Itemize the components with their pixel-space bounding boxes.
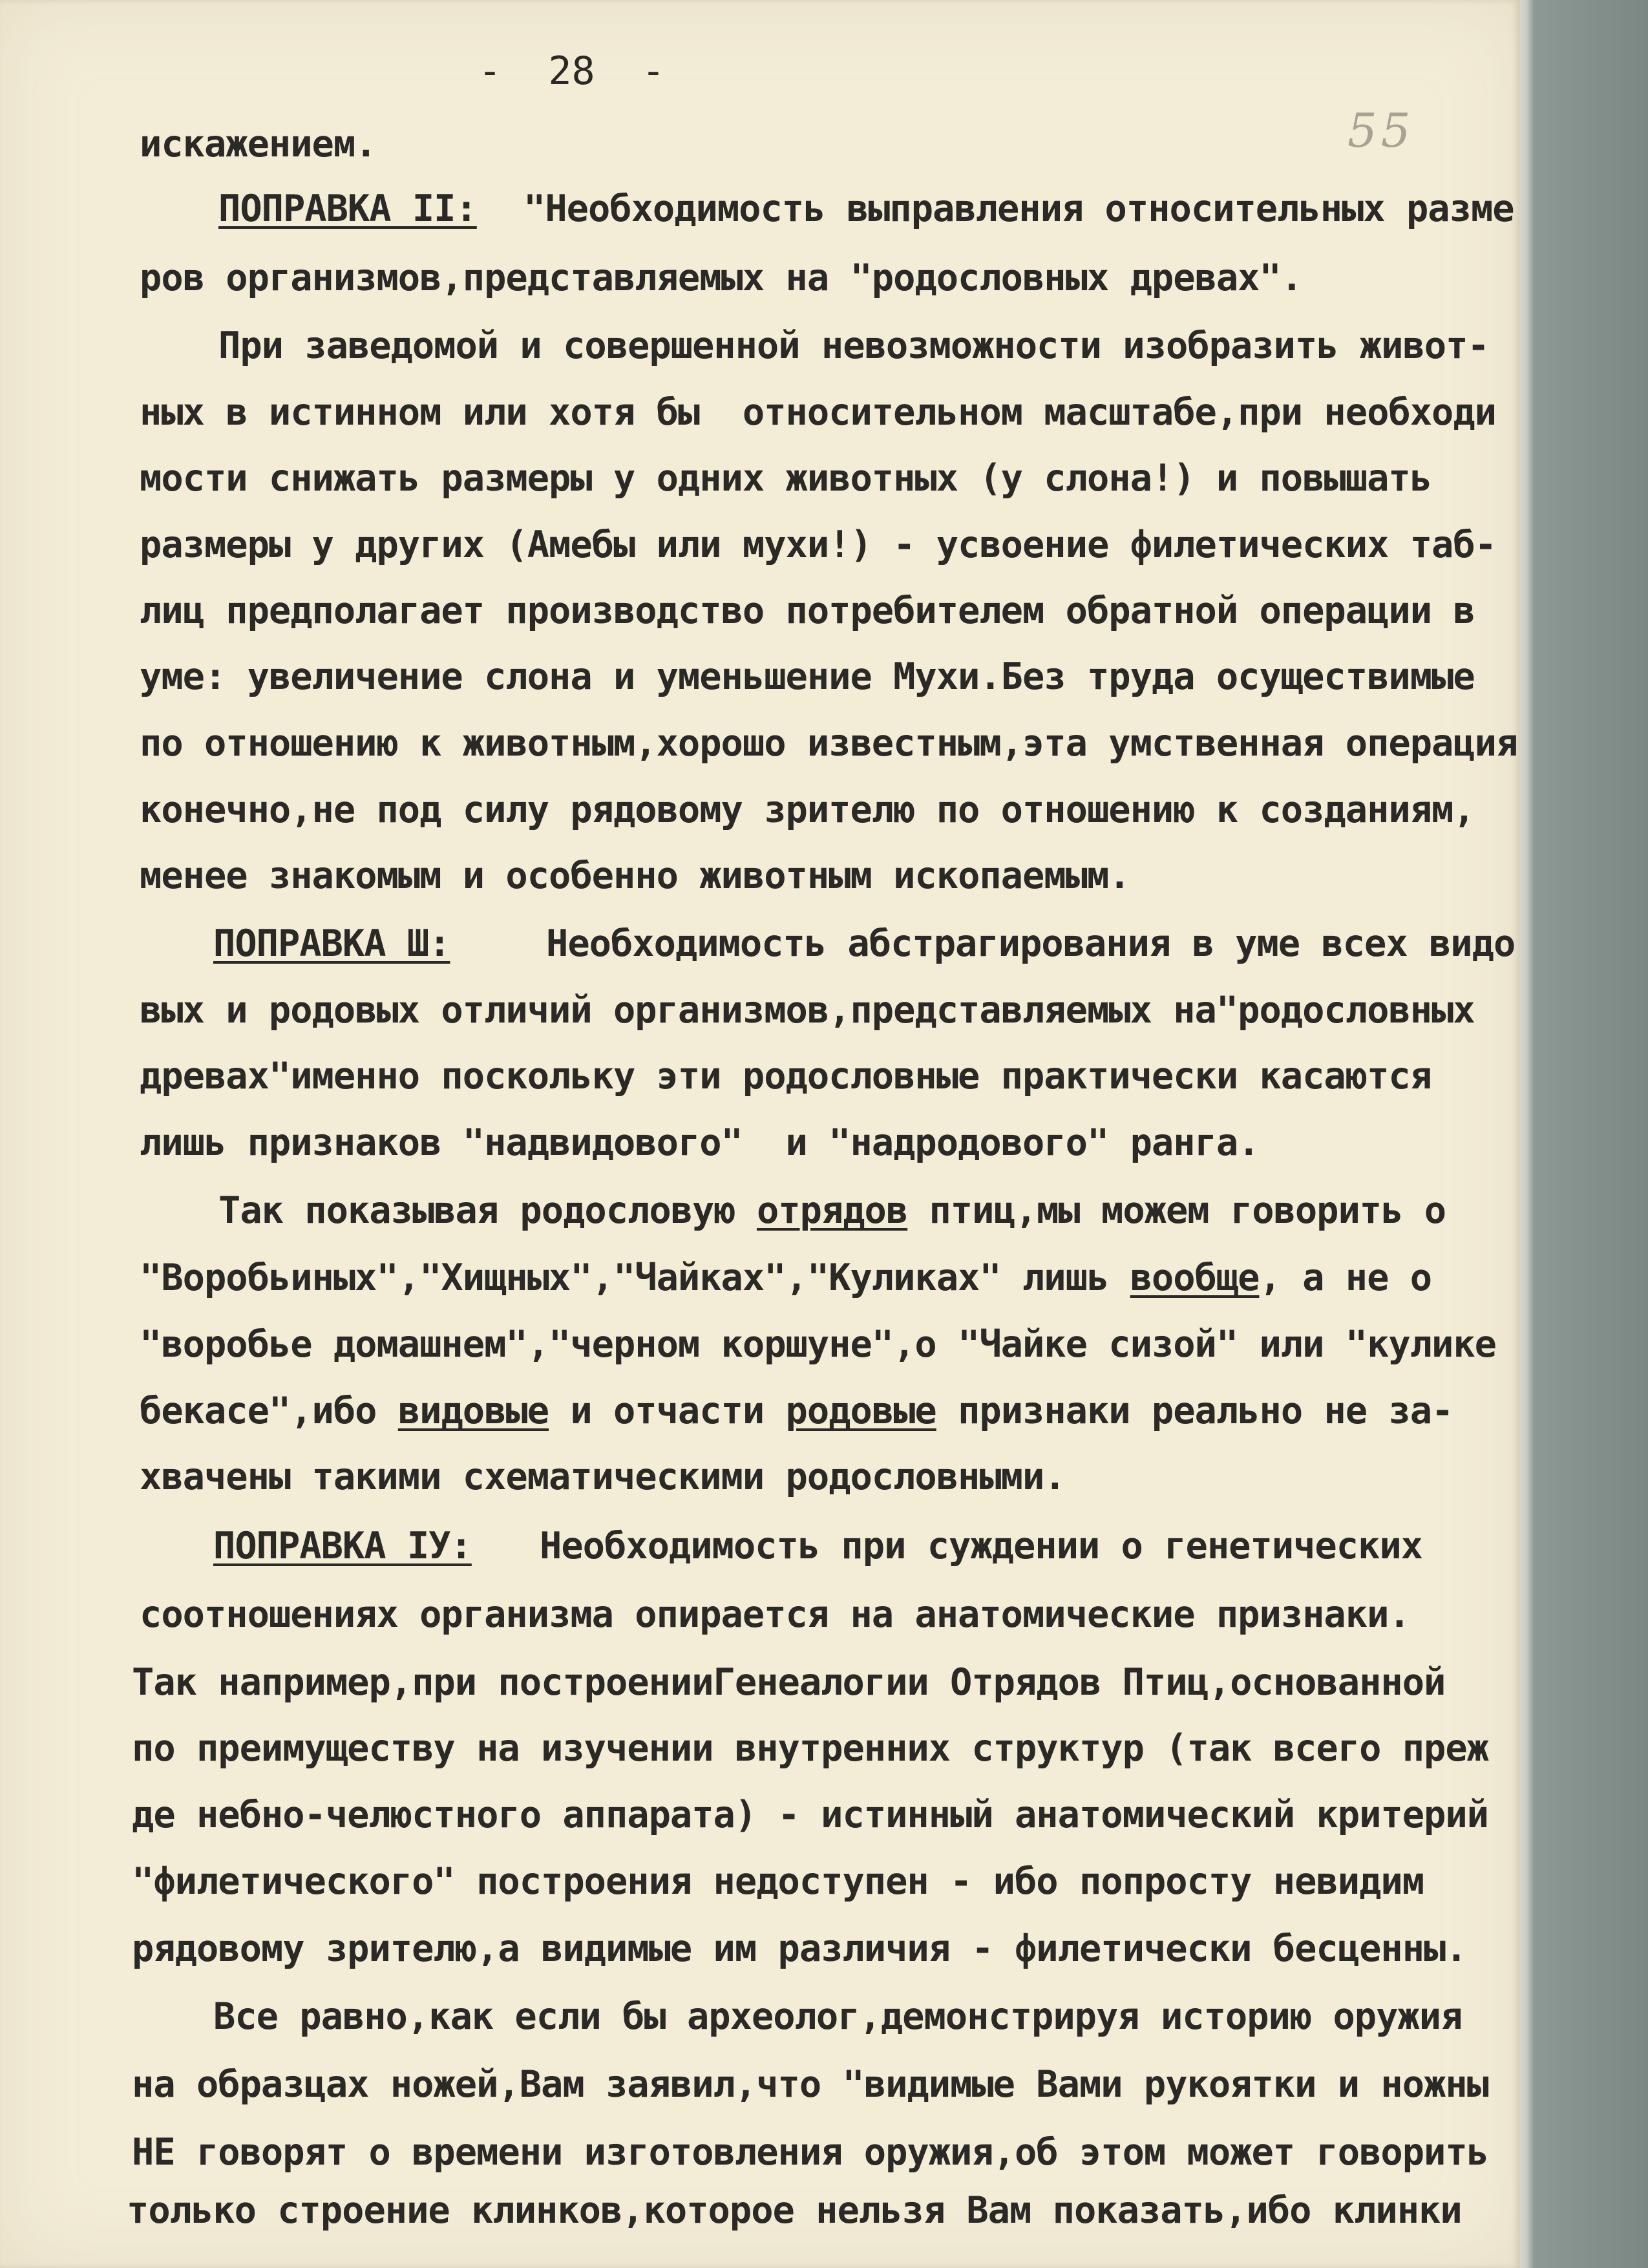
text-line: древах"именно поскольку эти родословные практически касаются bbox=[140, 1055, 1432, 1097]
text-line: Так например,при построенииГенеалогии Отрядов Птиц,основанной bbox=[132, 1661, 1446, 1704]
underlined-word: видовые bbox=[397, 1390, 549, 1432]
text-line: менее знакомым и особенно животным ископаемым. bbox=[140, 854, 1130, 897]
text-line: "воробье домашнем","черном коршуне",о "Чайке сизой" или "кулике bbox=[140, 1323, 1496, 1366]
text-line: соотношениях организма опирается на анатомические признаки. bbox=[140, 1593, 1410, 1636]
page-number: - 28 - bbox=[478, 48, 665, 94]
scan-background-edge bbox=[1520, 0, 1648, 2268]
text-line: хвачены такими схематическими родословными. bbox=[140, 1456, 1066, 1498]
text-line: де небно-челюстного аппарата) - истинный анатомический критерий bbox=[132, 1794, 1488, 1836]
margin-note: 55 bbox=[1347, 103, 1415, 158]
text-line: рядовому зрителю,а видимые им различия - филетически бесценны. bbox=[132, 1927, 1467, 1970]
text-line: ров организмов,представляемых на "родословных древах". bbox=[140, 257, 1303, 299]
amendment-label: ПОПРАВКА Ш: bbox=[213, 922, 450, 965]
text-line: лиц предполагает производство потребителем обратной операции в bbox=[140, 589, 1475, 632]
text-line: конечно,не под силу рядовому зрителю по отношению к созданиям, bbox=[140, 789, 1475, 831]
text-line: "Воробьиных","Хищных","Чайках","Куликах" лишь вообще, а не о bbox=[140, 1256, 1432, 1299]
text-line: Необходимость при суждении о генетических bbox=[540, 1525, 1422, 1567]
text-line: бекасе",ибо видовые и отчасти родовые признаки реально не за- bbox=[140, 1390, 1453, 1432]
text-line: уме: увеличение слона и уменьшение Мухи.Без труда осуществимые bbox=[140, 655, 1475, 698]
underlined-word: родовые bbox=[785, 1390, 936, 1432]
text-line: Так показывая родословую отрядов птиц,мы можем говорить о bbox=[218, 1189, 1446, 1232]
text-line: по отношению к животным,хорошо известным,эта умственная операция bbox=[140, 722, 1518, 765]
text-line: по преимуществу на изучении внутренних структур (так всего преж bbox=[132, 1727, 1488, 1770]
text-line: "Необходимость выправления относительных разме bbox=[523, 187, 1514, 230]
text-line: вых и родовых отличий организмов,представляемых на"родословных bbox=[140, 989, 1475, 1032]
text-line: искажением. bbox=[140, 123, 377, 165]
text-line: размеры у других (Амебы или мухи!) - усвоение филетических таб- bbox=[140, 524, 1496, 566]
text-line: "филетического" построения недоступен - ибо попросту невидим bbox=[132, 1860, 1424, 1903]
heading-amendment-3 bbox=[213, 921, 450, 966]
heading-amendment-4 bbox=[213, 1523, 472, 1569]
underlined-word: вообще bbox=[1130, 1256, 1260, 1299]
underlined-word: отрядов bbox=[756, 1189, 908, 1232]
amendment-label: ПОПРАВКА IУ: bbox=[213, 1525, 472, 1567]
text-line: НЕ говорят о времени изготовления оружия,об этом может говорить bbox=[132, 2131, 1488, 2174]
text-line: лишь признаков "надвидового" и "надродового" ранга. bbox=[140, 1121, 1260, 1164]
text-line: мости снижать размеры у одних животных (у слона!) и повышать bbox=[140, 457, 1432, 500]
text-line: Необходимость абстрагирования в уме всех видо bbox=[546, 922, 1516, 965]
text-line: При заведомой и совершенной невозможности изобразить живот- bbox=[218, 324, 1489, 367]
text-line: Все равно,как если бы археолог,демонстрируя историю оружия bbox=[213, 1995, 1463, 2038]
heading-amendment-2 bbox=[218, 186, 477, 231]
text-line: на образцах ножей,Вам заявил,что "видимые Вами рукоятки и ножны bbox=[132, 2063, 1488, 2106]
text-line: только строение клинков,которое нельзя Вам показать,ибо клинки bbox=[127, 2189, 1462, 2232]
amendment-label: ПОПРАВКА II: bbox=[218, 187, 477, 230]
text-line: ных в истинном или хотя бы относительном масштабе,при необходи bbox=[140, 391, 1496, 434]
